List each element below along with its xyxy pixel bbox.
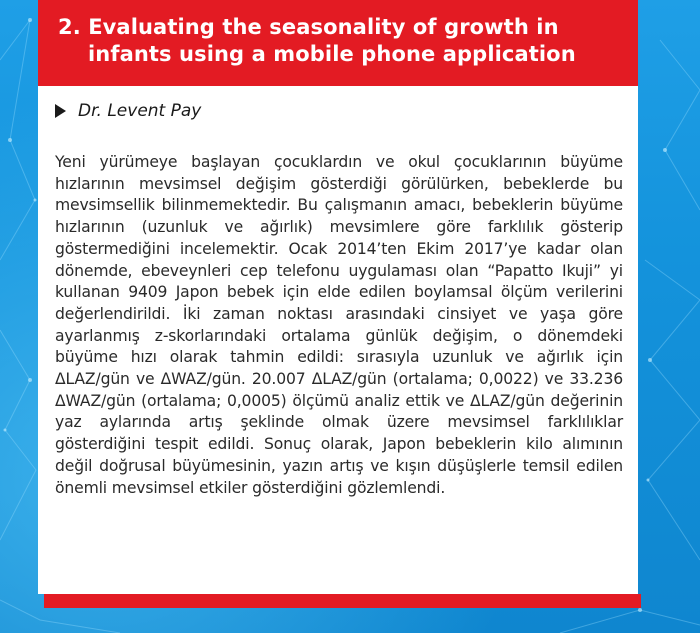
section-title-line-1: 2. Evaluating the seasonality of growth in (58, 15, 559, 39)
author-name: Dr. Levent Pay (78, 101, 202, 121)
section-title (58, 14, 618, 68)
abstract-text: Yeni yürümeye başlayan çocuklardın ve okul çocuklarının büyüme hızlarının mevsimsel değişim gösterdiği görülürken, bebeklerde bu mevsimsellik bilinmemektedir. Bu çalışmanın amacı, bebeklerin büyüme hızlarının (uzunluk ve ağırlık) mevsimlere göre farklılık gösterip göstermediğini incelemektir. Ocak 2014’ten Ekim 2017’ye kadar olan dönemde, ebeveynleri cep telefonu uygulaması olan “Papatto Ikuji” yi kullanan 9409 Japon bebek için elde edilen boylamsal ölçüm verilerini değerlendirildi. İki zaman noktası arasındaki cinsiyet ve yaşa göre ayarlanmış z-skorlarındaki ortalama günlük değişim, o dönemdeki büyüme hızı olarak tahmin edildi: sırasıyla uzunluk ve ağırlık için ΔLAZ/gün ve ΔWAZ/gün. 20.007 ΔLAZ/gün (ortalama; 0,0022) ve 33.236 ΔWAZ/gün (ortalama; 0,0005) ölçümü analiz ettik ve ΔLAZ/gün değerinin yaz aylarında artış şeklinde olmak üzere mevsimsel farklılıklar gösterdiğini tespit edildi. Sonuç olarak, Japon bebeklerin kilo alımının değil doğrusal büyümesinin, yazın artış ve kışın düşüşlerle temsil edilen önemli mevsimsel etkiler gösterdiğini gözlemlendi. (55, 153, 623, 497)
author-line (55, 101, 201, 121)
play-triangle-icon (55, 104, 66, 118)
bottom-red-strip (44, 594, 641, 608)
section-title-line-2: infants using a mobile phone application (88, 42, 576, 66)
